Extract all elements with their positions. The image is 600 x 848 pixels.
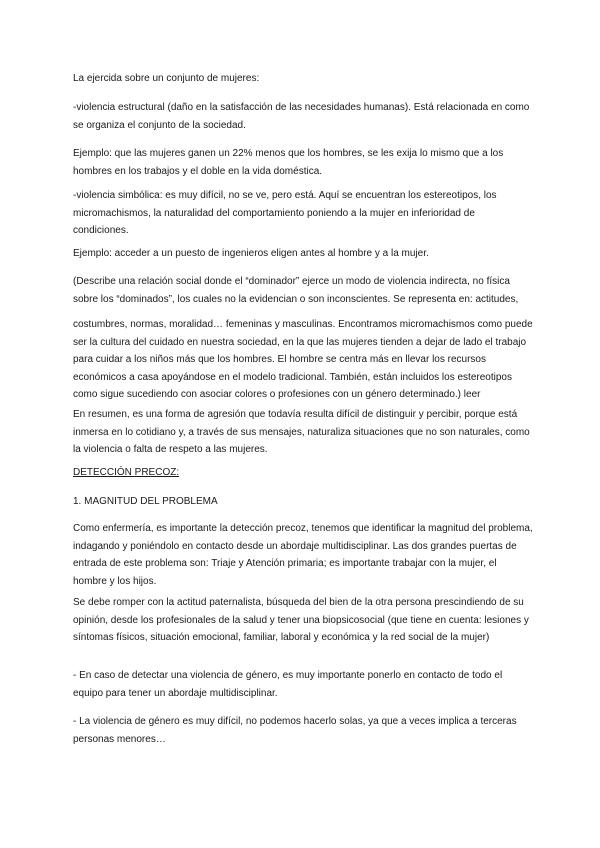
heading-early-detection: DETECCIÓN PRECOZ:: [73, 467, 180, 478]
paragraph-structural-violence: -violencia estructural (daño en la satisfacción de las necesidades humanas). Está relacionada en como se organiza el conjunto de la sociedad.: [73, 102, 530, 131]
paragraph-summary: En resumen, es una forma de agresión que todavía resulta difícil de distinguir y percibir, porque está inmersa en lo cotidiano y, a través de sus mensajes, naturaliza situaciones que no son naturales, como la violencia o falta de respeto a las mujeres.: [73, 409, 530, 456]
paragraph-description: (Describe una relación social donde el “dominador” ejerce un modo de violencia indirecta, no física sobre los “dominados”, los cuales no la evidencian o son inconscientes. Se representa en: actitudes,: [73, 276, 519, 305]
paragraph-example-engineers: Ejemplo: acceder a un puesto de ingenieros eligen antes al hombre y a la mujer.: [73, 248, 429, 259]
paragraph-team-contact: - En caso de detectar una violencia de género, es muy importante ponerlo en contacto de todo el equipo para tener un abordaje multidisciplinar.: [73, 670, 503, 699]
paragraph-micromachismos: costumbres, normas, moralidad… femeninas y masculinas. Encontramos micromachismos como puede ser la cultura del cuidado en nuestra sociedad, en la que las mujeres tienden a dejar de lado el trabajo para cuidar a los niños más que los hombres. El hombre se centra más en llevar los recursos económicos a casa apoyándose en el modelo tradicional. También, están incluidos los estereotipos como sigue sucediendo con asociar colores o profesiones con un género determinado.) leer: [73, 319, 533, 401]
paragraph-intro: La ejercida sobre un conjunto de mujeres:: [73, 73, 260, 84]
heading-magnitude: 1. MAGNITUD DEL PROBLEMA: [73, 496, 218, 507]
paragraph-paternalism: Se debe romper con la actitud paternalista, búsqueda del bien de la otra persona prescindiendo de su opinión, desde los profesionales de la salud y tener una biopsicosocial (que tiene en cuenta: lesiones y síntomas físicos, situación emocional, familiar, laboral y económica y la red social de la mujer): [73, 597, 529, 644]
paragraph-third-parties: - La violencia de género es muy difícil, no podemos hacerlo solas, ya que a veces implica a terceras personas menores…: [73, 716, 517, 745]
paragraph-nursing: Como enfermería, es importante la detección precoz, tenemos que identificar la magnitud del problema, indagando y poniéndolo en contacto desde un abordaje multidisciplinar. Las dos grandes puertas de entrada de este problema son: Triaje y Atención primaria; es importante trabajar con la mujer, el hombre y los hijos.: [73, 523, 533, 587]
paragraph-symbolic-violence: -violencia simbólica: es muy difícil, no se ve, pero está. Aquí se encuentran los estereotipos, los micromachismos, la naturalidad del comportamiento poniendo a la mujer en inferioridad de condiciones.: [73, 190, 497, 237]
paragraph-example-wages: Ejemplo: que las mujeres ganen un 22% menos que los hombres, se les exija lo mismo que a los hombres en los trabajos y el doble en la vida doméstica.: [73, 148, 504, 177]
